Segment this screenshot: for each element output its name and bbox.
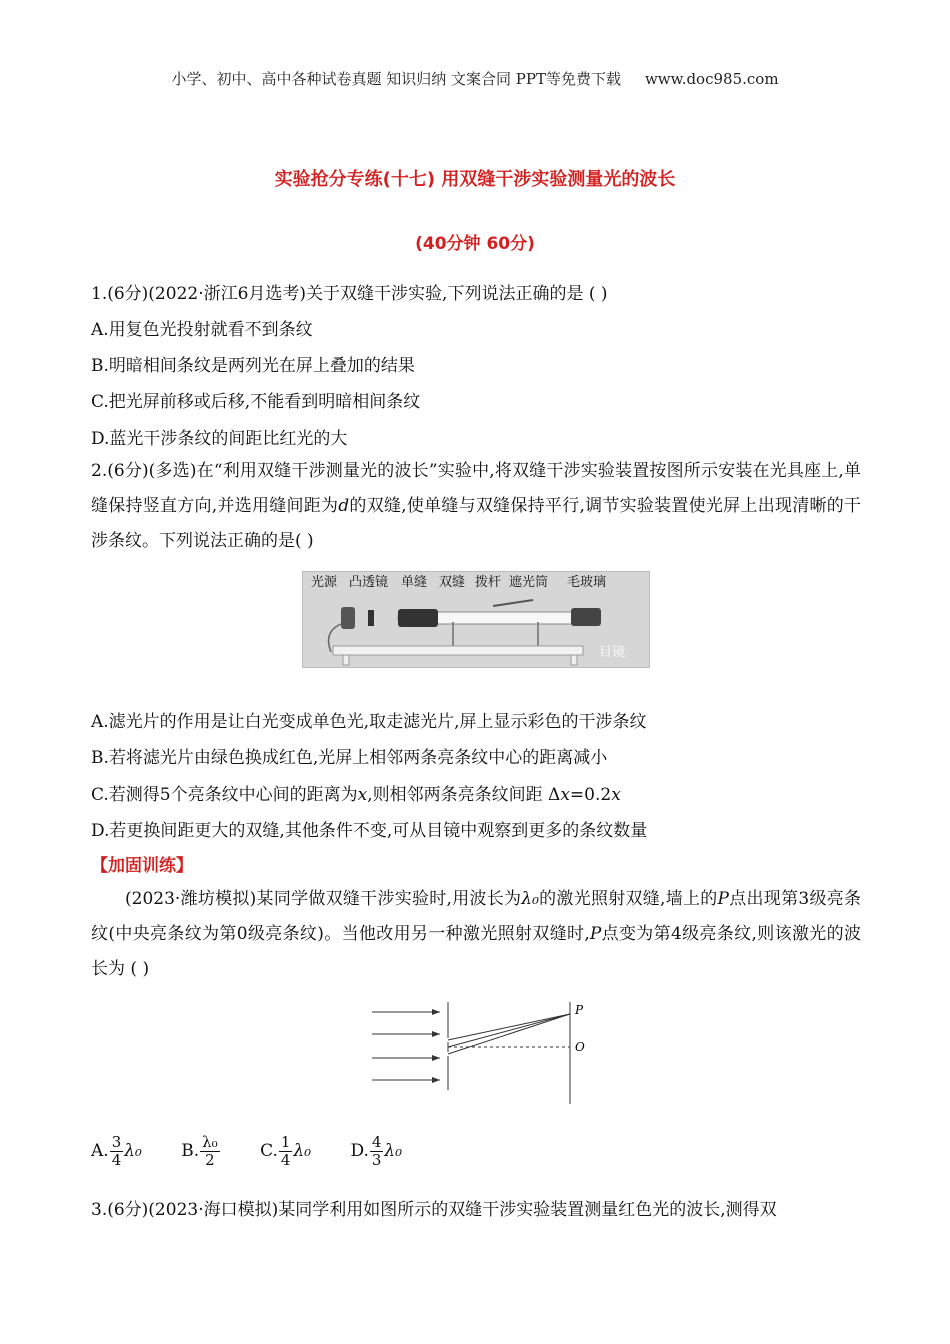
label-eyepiece: 目镜 (599, 645, 626, 660)
reinforce-choices (91, 1134, 436, 1169)
page-subtitle: (40分钟 60分) (415, 234, 535, 254)
q2-option-a: A.滤光片的作用是让白光变成单色光,取走滤光片,屏上显示彩色的干涉条纹 (91, 712, 647, 732)
label-single-slit: 单缝 (401, 575, 428, 590)
label-convex-lens: 凸透镜 (349, 575, 389, 590)
page-title: 实验抢分专练(十七) 用双缝干涉实验测量光的波长 (274, 169, 676, 190)
reinforce-stem: (2023·潍坊模拟)某同学做双缝干涉实验时,用波长为λ₀的激光照射双缝,墙上的P点出现第3级亮条纹(中央亮条纹为第0级亮条纹)。当他改用另一种激光照射双缝时,P点变为第4级亮条纹,则该激光的波长为 ( ) (91, 889, 861, 979)
q3-stem: 3.(6分)(2023·海口模拟)某同学利用如图所示的双缝干涉实验装置测量红色光的波长,测得双 (91, 1200, 777, 1220)
optical-bench (333, 646, 583, 655)
label-ground-glass: 毛玻璃 (567, 575, 607, 590)
label-double-slit: 双缝 (439, 575, 466, 590)
var-d: d (338, 496, 350, 516)
q2-option-c: C.若测得5个亮条纹中心间的距离为x,则相邻两条亮条纹间距 Δx=0.2x (91, 785, 621, 805)
q1-option-b: B.明暗相间条纹是两列光在屏上叠加的结果 (91, 356, 415, 376)
choice-a: A. $\frac{3}{4}$ λ₀ (91, 1133, 142, 1169)
label-light-source: 光源 (311, 575, 338, 590)
page-header (0, 68, 950, 89)
header-site[interactable]: www.doc985.com (644, 70, 779, 88)
label-P: P (575, 1003, 584, 1017)
q1-option-d: D.蓝光干涉条纹的间距比红光的大 (91, 429, 348, 449)
label-O: O (575, 1040, 585, 1054)
choice-c: C. $\frac{1}{4}$ λ₀ (260, 1133, 312, 1169)
eyepiece (571, 608, 601, 626)
apparatus-photo (302, 571, 650, 668)
q1-option-a: A.用复色光投射就看不到条纹 (91, 320, 313, 340)
choice-b: B. $\frac{\text{λ₀}}{2}$ (181, 1133, 218, 1169)
q2-option-b: B.若将滤光片由绿色换成红色,光屏上相邻两条亮条纹中心的距离减小 (91, 748, 608, 768)
header-text: 小学、初中、高中各种试卷真题 知识归纳 文案合同 PPT等免费下载 (171, 70, 621, 88)
q1-stem: 1.(6分)(2022·浙江6月选考)关于双缝干涉实验,下列说法正确的是 ( ) (91, 284, 608, 304)
light-source (341, 607, 355, 629)
choice-d: D. $\frac{4}{3}$ λ₀ (350, 1133, 403, 1169)
q1-option-c: C.把光屏前移或后移,不能看到明暗相间条纹 (91, 392, 421, 412)
label-lever: 拨杆 (475, 575, 502, 590)
q2-option-d: D.若更换间距更大的双缝,其他条件不变,可从目镜中观察到更多的条纹数量 (91, 821, 648, 841)
reinforce-tag: 【加固训练】 (91, 856, 193, 876)
apparatus-drawing (303, 572, 649, 667)
double-slit-diagram (368, 1000, 608, 1106)
q2-stem: 2.(6分)(多选)在“利用双缝干涉测量光的波长”实验中,将双缝干涉实验装置按图所示安装在光具座上,单缝保持竖直方向,并选用缝间距为d的双缝,使单缝与双缝保持平行,调节实验装置使光屏上出现清晰的干涉条纹。下列说法正确的是( ) (91, 461, 861, 551)
label-shield-tube: 遮光筒 (509, 575, 549, 590)
